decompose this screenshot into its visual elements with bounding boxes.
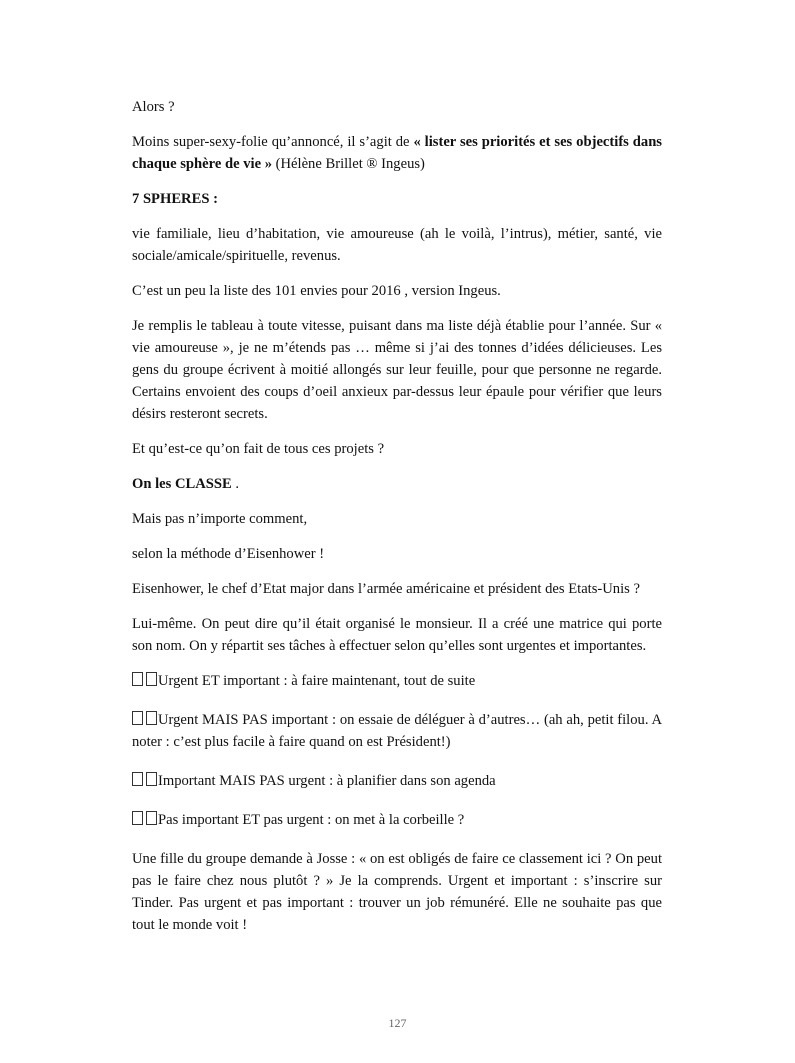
checkbox-icon — [132, 811, 143, 825]
paragraph: Lui-même. On peut dire qu’il était organisé le monsieur. Il a créé une matrice qui porte son nom. On y répartit ses tâches à effectuer selon qu’elles sont urgentes et importantes. — [132, 616, 662, 654]
list-item — [132, 670, 662, 692]
paragraph: Et qu’est-ce qu’on fait de tous ces projets ? — [132, 441, 385, 457]
list-item-text: Urgent ET important : à faire maintenant, tout de suite — [158, 673, 476, 689]
bold-text: On les CLASSE — [132, 476, 232, 492]
text: (Hélène Brillet ® Ingeus) — [272, 156, 425, 172]
list-item-text: Pas important ET pas urgent : on met à la corbeille ? — [158, 812, 465, 828]
paragraph: selon la méthode d’Eisenhower ! — [132, 546, 325, 562]
page-number: 127 — [388, 1016, 407, 1030]
heading-text: 7 SPHERES : — [132, 191, 218, 207]
text: . — [231, 476, 240, 492]
paragraph — [132, 131, 662, 175]
checkbox-icon — [132, 672, 143, 686]
paragraph: Une fille du groupe demande à Josse : « on est obligés de faire ce classement ici ? On peut pas le faire chez nous plutôt ? » Je la comprends. Urgent et important : s’inscrire sur Tinder. Pas urgent et pas important : trouver un job rémunéré. Elle ne souhaite pas que tout le monde voit ! — [132, 851, 662, 933]
paragraph: Alors ? — [132, 99, 175, 115]
list-item — [132, 809, 662, 831]
checkbox-icon — [146, 772, 157, 786]
checkbox-icon — [146, 711, 157, 725]
heading — [132, 188, 662, 210]
checkbox-icon — [146, 811, 157, 825]
list-item — [132, 770, 662, 792]
paragraph: Je remplis le tableau à toute vitesse, puisant dans ma liste déjà établie pour l’année. Sur « vie amoureuse », je ne m’étends pas … même si j’ai des tonnes d’idées délicieuses. Les gens du groupe écrivent à moitié allongés sur leur feuille, pour que personne ne regarde. Certains envoient des coups d’oeil anxieux par-dessus leur épaule pour vérifier que leurs désirs resteront secrets. — [132, 318, 662, 422]
paragraph: Eisenhower, le chef d’Etat major dans l’armée américaine et président des Etats-Unis ? — [132, 581, 640, 597]
checkbox-icon — [132, 772, 143, 786]
paragraph: vie familiale, lieu d’habitation, vie amoureuse (ah le voilà, l’intrus), métier, santé, vie sociale/amicale/spirituelle, revenus. — [132, 226, 662, 264]
list-item — [132, 709, 662, 753]
list-item-text: Urgent MAIS PAS important : on essaie de déléguer à d’autres… (ah ah, petit filou. A noter : c’est plus facile à faire quand on est Président!) — [132, 712, 662, 750]
paragraph: Mais pas n’importe comment, — [132, 511, 308, 527]
list-item-text: Important MAIS PAS urgent : à planifier dans son agenda — [158, 773, 496, 789]
paragraph — [132, 473, 662, 495]
paragraph: C’est un peu la liste des 101 envies pour 2016 , version Ingeus. — [132, 283, 501, 299]
page-body — [132, 96, 662, 949]
checkbox-icon — [146, 672, 157, 686]
bold-quote: « lister ses priorités et ses objectifs dans chaque sphère de vie » — [132, 134, 662, 172]
checkbox-icon — [132, 711, 143, 725]
text: Moins super-sexy-folie qu’annoncé, il s’agit de — [132, 134, 414, 150]
